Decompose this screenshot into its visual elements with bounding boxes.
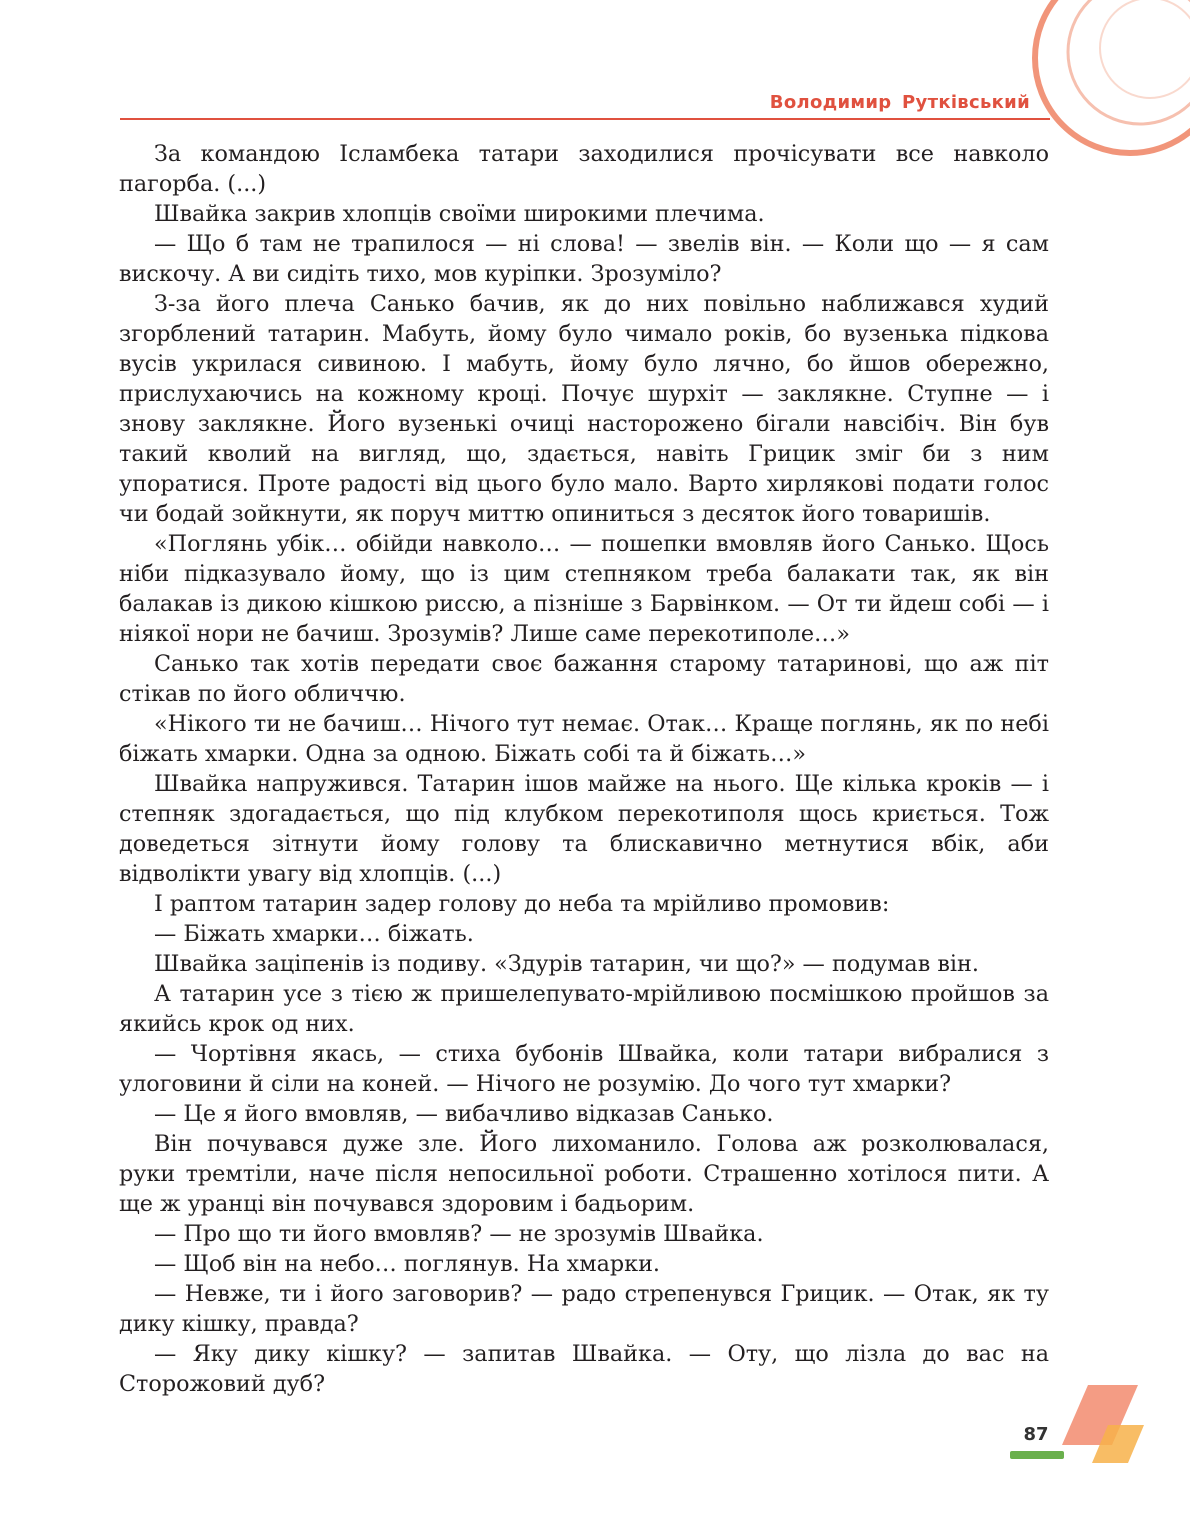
paragraph: Швайка заціпенів із подиву. «Здурів татарин, чи що?» — подумав він.	[154, 951, 979, 977]
corner-parallelogram-decoration	[1060, 1385, 1150, 1465]
paragraph: — Щоб він на небо… поглянув. На хмарки.	[154, 1251, 661, 1277]
page-number: 87	[1023, 1424, 1049, 1445]
paragraph: Санько так хотів передати своє бажання старому татаринові, що аж піт стікав по його обличчю.	[119, 651, 1049, 707]
paragraph: — Чортівня якась, — стиха бубонів Швайка, коли татари вибралися з улоговини й сіли на коней. — Нічого не розумію. До чого тут хмарки?	[119, 1041, 1049, 1097]
paragraph: — Яку дику кішку? — запитав Швайка. — Оту, що лізла до вас на Сторожовий дуб?	[119, 1341, 1049, 1397]
paragraph: Швайка закрив хлопців своїми широкими плечима.	[154, 201, 765, 227]
page-number-underline	[1010, 1451, 1064, 1459]
paragraph: Швайка напружився. Татарин ішов майже на нього. Ще кілька кроків — і степняк здогадається, що під клубком перекотиполя щось криється. Тож доведеться зітнути йому голову та блискавично метнутися вбік, аби відволікти увагу від хлопців. (...)	[119, 771, 1049, 887]
running-header-author: Володимир Рутківський	[769, 92, 1030, 113]
paragraph: — Що б там не трапилося — ні слова! — звелів він. — Коли що — я сам вискочу. А ви сидіть тихо, мов куріпки. Зрозуміло?	[119, 231, 1049, 287]
paragraph: І раптом татарин задер голову до неба та мрійливо промовив:	[154, 891, 890, 917]
paragraph: «Поглянь убік… обійди навколо… — пошепки вмовляв його Санько. Щось ніби підказувало йому, що із цим степняком треба балакати так, як він балакав із дикою кішкою риссю, а пізніше з Барвінком. — От ти йдеш собі — і ніякої нори не бачиш. Зрозумів? Лише саме перекотиполе…»	[119, 531, 1049, 647]
paragraph: А татарин усе з тією ж пришелепувато-мрійливою посмішкою пройшов за якийсь крок од них.	[119, 981, 1049, 1037]
main-text	[119, 139, 1049, 1399]
paragraph: — Біжать хмарки… біжать.	[154, 921, 474, 947]
paragraph: «Нікого ти не бачиш… Нічого тут немає. Отак… Краще поглянь, як по небі біжать хмарки. Одна за одною. Біжать собі та й біжать…»	[119, 711, 1049, 767]
paragraph: За командою Ісламбека татари заходилися прочісувати все навколо пагорба. (...)	[119, 141, 1049, 197]
paragraph: — Про що ти його вмовляв? — не зрозумів Швайка.	[154, 1221, 764, 1247]
paragraph: Він почувався дуже зле. Його лихоманило. Голова аж розколювалася, руки тремтіли, наче після непосильної роботи. Страшенно хотілося пити. А ще ж уранці він почувався здоровим і бадьорим.	[119, 1131, 1049, 1217]
header-rings-decoration	[0, 0, 1190, 160]
paragraph: — Це я його вмовляв, — вибачливо відказав Санько.	[154, 1101, 774, 1127]
paragraph: З-за його плеча Санько бачив, як до них повільно наближався худий згорблений татарин. Мабуть, йому було чимало років, бо вузенька підкова вусів укрилася сивиною. І мабуть, йому було лячно, бо йшов обережно, прислухаючись на кожному кроці. Почує шурхіт — заклякне. Ступне — і знову заклякне. Його вузенькі очиці насторожено бігали навсібіч. Він був такий кволий на вигляд, що, здається, навіть Грицик зміг би з ним упоратися. Проте радості від цього було мало. Варто хирлякові подати голос чи бодай зойкнути, як поруч миттю опиниться з десяток його товаришів.	[119, 291, 1049, 527]
paragraph: — Невже, ти і його заговорив? — радо стрепенувся Грицик. — Отак, як ту дику кішку, правда?	[119, 1281, 1049, 1337]
